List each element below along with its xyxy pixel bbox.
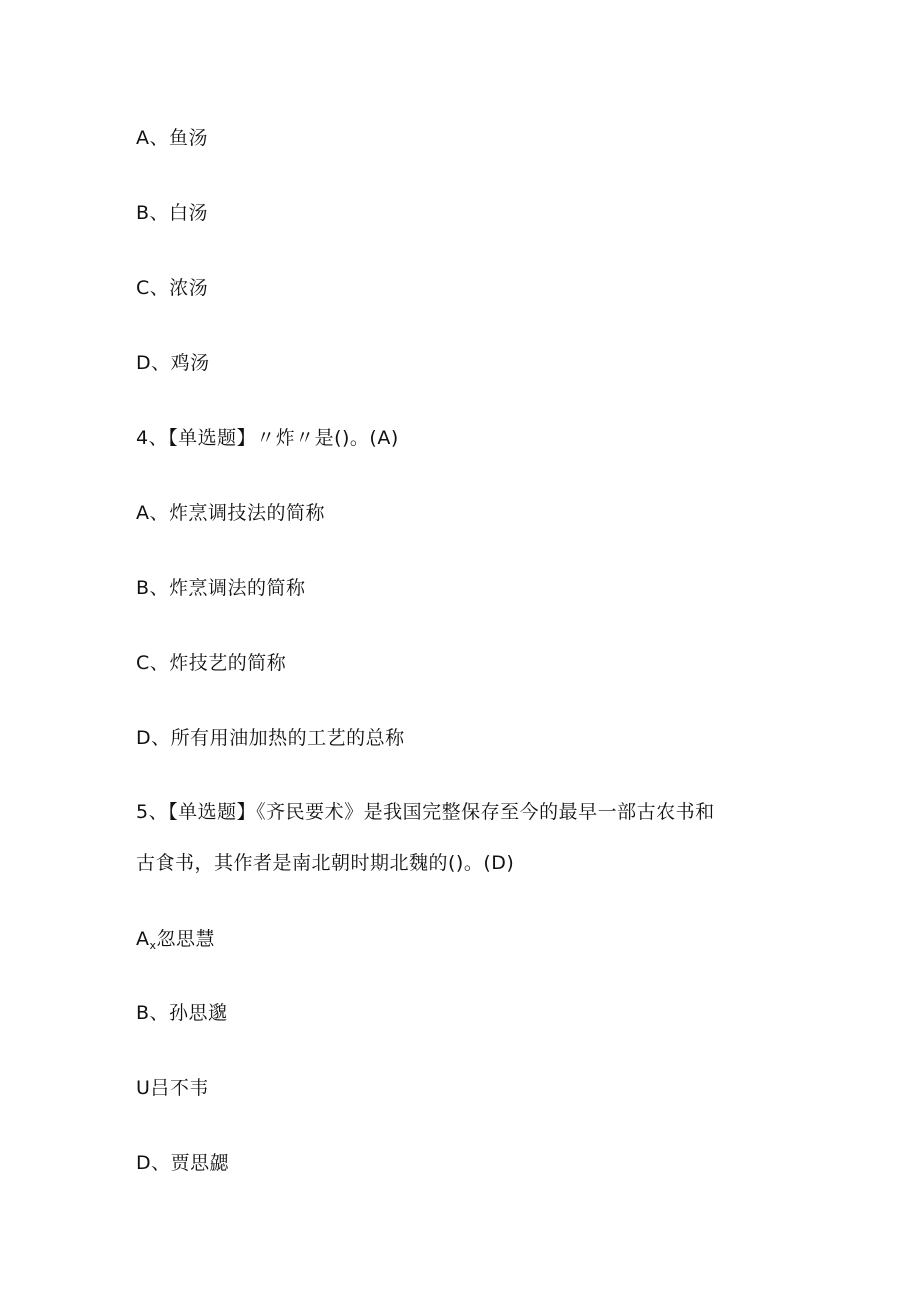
q3-option-a: A、鱼汤 — [136, 127, 208, 149]
q5-option-a-letter: A — [136, 928, 150, 950]
q4-option-a: A、炸烹调技法的简称 — [136, 502, 325, 524]
q5-option-c: U吕不韦 — [136, 1077, 209, 1099]
q5-option-d: D、贾思勰 — [136, 1152, 230, 1174]
q3-option-b: B、白汤 — [136, 202, 209, 224]
q5-option-a — [136, 927, 215, 958]
q4-option-b: B、炸烹调法的简称 — [136, 577, 306, 599]
q5-question-line2: 古食书，其作者是南北朝时期北魏的()。(D) — [136, 852, 515, 874]
q4-option-c: C、炸技艺的简称 — [136, 652, 287, 674]
q4-option-d: D、所有用油加热的工艺的总称 — [136, 727, 405, 749]
q5-option-b: B、孙思邈 — [136, 1002, 228, 1024]
q5-option-a-text: 忽思慧 — [156, 928, 216, 950]
q3-option-d: D、鸡汤 — [136, 352, 210, 374]
q3-option-c: C、浓汤 — [136, 277, 209, 299]
q5-question-line1: 5、【单选题】《齐民要术》是我国完整保存至今的最早一部古农书和 — [136, 801, 715, 823]
q5-option-a-mark: x — [149, 939, 157, 952]
q4-question: 4、【单选题】〃炸〃是()。(A) — [136, 427, 399, 449]
